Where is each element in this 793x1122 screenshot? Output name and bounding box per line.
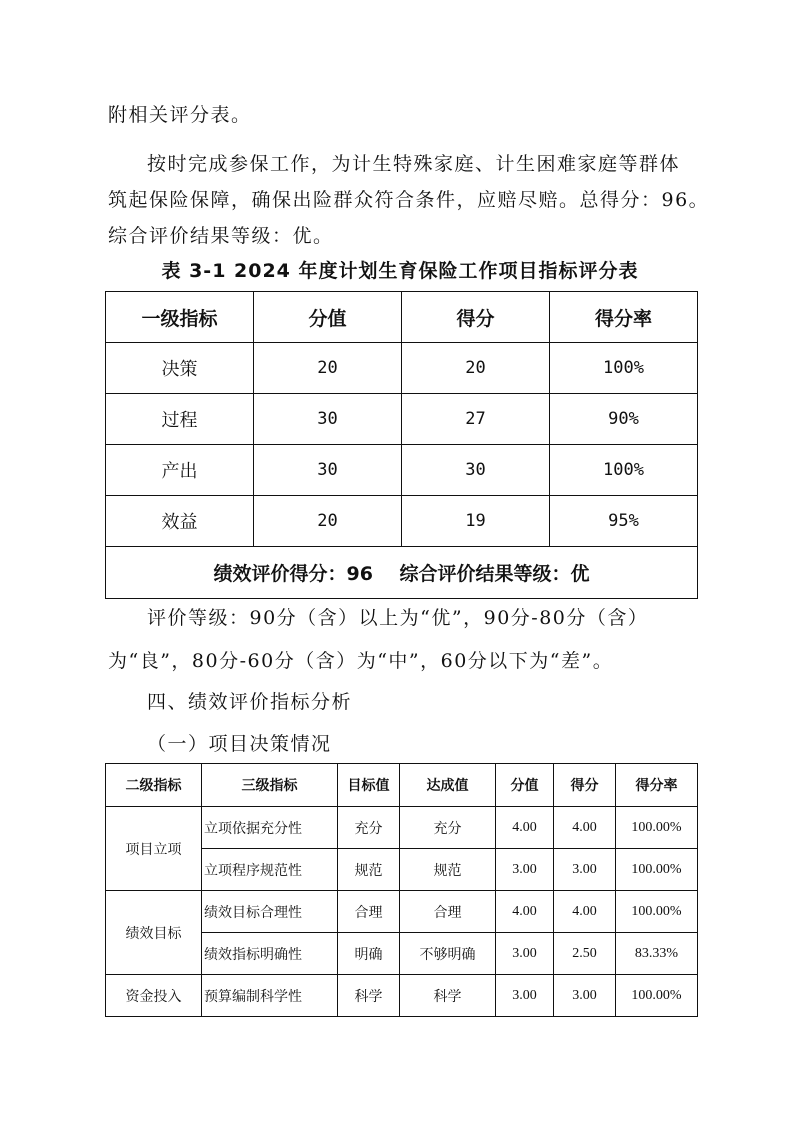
table1-rate: 100% <box>550 343 698 394</box>
table1-value: 20 <box>254 343 402 394</box>
paragraph-summary-line-2: 筑起保险保障，确保出险群众符合条件，应赔尽赔。总得分：96。 <box>108 189 710 211</box>
table1-value: 20 <box>254 496 402 547</box>
table2-score: 2.50 <box>554 933 616 975</box>
table-row <box>106 891 698 933</box>
table2-rate: 100.00% <box>616 807 698 849</box>
table-row <box>106 807 698 849</box>
table2-score: 4.00 <box>554 891 616 933</box>
section-heading: 四、绩效评价指标分析 <box>147 691 353 713</box>
table1-rate: 100% <box>550 445 698 496</box>
table2-level3: 立项程序规范性 <box>202 849 338 891</box>
table1-header-indicator: 一级指标 <box>106 292 254 343</box>
grading-line-2: 为“良”，80分-60分（含）为“中”，60分以下为“差”。 <box>108 650 614 672</box>
table1-header-row <box>106 292 698 343</box>
table1-score: 19 <box>402 496 550 547</box>
table1-summary: 绩效评价得分：96 综合评价结果等级：优 <box>106 547 698 599</box>
table1-header-value: 分值 <box>254 292 402 343</box>
table1-indicator: 过程 <box>106 394 254 445</box>
table2-rate: 83.33% <box>616 933 698 975</box>
table2-level2: 项目立项 <box>106 807 202 891</box>
table1-summary-row <box>106 547 698 599</box>
table2-rate: 100.00% <box>616 975 698 1017</box>
paragraph-summary-line-3: 综合评价结果等级：优。 <box>108 225 334 247</box>
table2-value: 3.00 <box>496 849 554 891</box>
table-row <box>106 343 698 394</box>
table1-value: 30 <box>254 445 402 496</box>
table1-score: 20 <box>402 343 550 394</box>
table2-header-score: 得分 <box>554 764 616 807</box>
table2-value: 3.00 <box>496 975 554 1017</box>
table2-value: 4.00 <box>496 807 554 849</box>
table2-target: 合理 <box>338 891 400 933</box>
table2-score: 4.00 <box>554 807 616 849</box>
paragraph-closing-line: 附相关评分表。 <box>108 104 252 126</box>
table2-level3: 绩效指标明确性 <box>202 933 338 975</box>
table-row <box>106 394 698 445</box>
table2-header-level2: 二级指标 <box>106 764 202 807</box>
table1-header-rate: 得分率 <box>550 292 698 343</box>
table2-actual: 充分 <box>400 807 496 849</box>
table2-target: 科学 <box>338 975 400 1017</box>
table-row <box>106 496 698 547</box>
table2-actual: 不够明确 <box>400 933 496 975</box>
table2-target: 规范 <box>338 849 400 891</box>
table2-value: 3.00 <box>496 933 554 975</box>
table1-indicator: 决策 <box>106 343 254 394</box>
table2-header-actual: 达成值 <box>400 764 496 807</box>
table2-level2: 资金投入 <box>106 975 202 1017</box>
table2-level2: 绩效目标 <box>106 891 202 975</box>
grading-line-1: 评价等级：90分（含）以上为“优”，90分-80分（含） <box>147 607 649 629</box>
table1-value: 30 <box>254 394 402 445</box>
table2-score: 3.00 <box>554 975 616 1017</box>
indicator-score-table <box>105 291 698 599</box>
table2-header-target: 目标值 <box>338 764 400 807</box>
paragraph-summary-line-1: 按时完成参保工作，为计生特殊家庭、计生困难家庭等群体 <box>147 153 681 175</box>
table-row <box>106 445 698 496</box>
table2-level3: 预算编制科学性 <box>202 975 338 1017</box>
table1-caption: 表 3-1 2024 年度计划生育保险工作项目指标评分表 <box>161 260 639 282</box>
table2-value: 4.00 <box>496 891 554 933</box>
table2-target: 充分 <box>338 807 400 849</box>
table2-header-value: 分值 <box>496 764 554 807</box>
table2-actual: 科学 <box>400 975 496 1017</box>
subsection-heading: （一）项目决策情况 <box>147 733 332 755</box>
table2-level3: 绩效目标合理性 <box>202 891 338 933</box>
table2-target: 明确 <box>338 933 400 975</box>
table2-actual: 规范 <box>400 849 496 891</box>
table2-rate: 100.00% <box>616 849 698 891</box>
table1-score: 30 <box>402 445 550 496</box>
table1-header-score: 得分 <box>402 292 550 343</box>
table-row <box>106 975 698 1017</box>
table1-rate: 95% <box>550 496 698 547</box>
table1-indicator: 产出 <box>106 445 254 496</box>
table2-header-level3: 三级指标 <box>202 764 338 807</box>
decision-indicator-table <box>105 763 698 1017</box>
table2-rate: 100.00% <box>616 891 698 933</box>
table1-rate: 90% <box>550 394 698 445</box>
table2-header-rate: 得分率 <box>616 764 698 807</box>
table2-level3: 立项依据充分性 <box>202 807 338 849</box>
table2-actual: 合理 <box>400 891 496 933</box>
table2-header-row <box>106 764 698 807</box>
table1-indicator: 效益 <box>106 496 254 547</box>
table1-score: 27 <box>402 394 550 445</box>
table2-score: 3.00 <box>554 849 616 891</box>
